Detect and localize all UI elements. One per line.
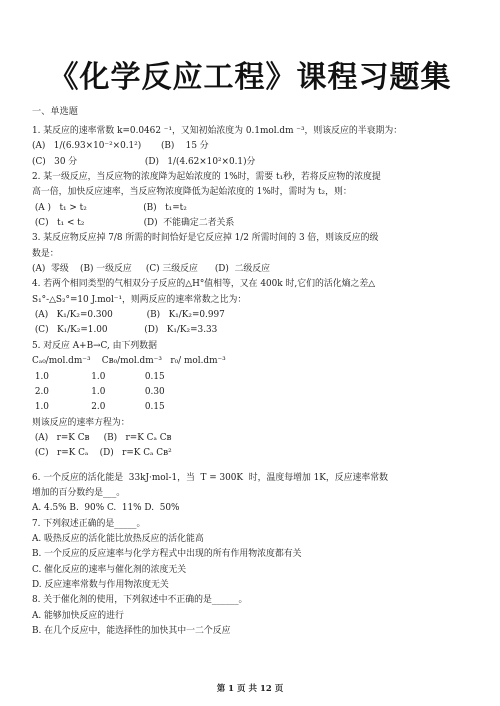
- questions-6-8: [32, 471, 474, 640]
- document-title: 《化学反应工程》课程习题集: [48, 60, 452, 95]
- text-line: 8. 关于催化剂的使用，下列叙述中不正确的是______。: [32, 595, 248, 606]
- text-line: S₁°-△S₂°=10 J.mol⁻¹，则两反应的速率常数之比为：: [32, 294, 247, 305]
- text-line: 2.0 1.0 0.30: [32, 386, 165, 397]
- text-line: (A) K₁/K₂=0.300 (B) K₁/K₂=0.997: [32, 310, 225, 321]
- text-line: A. 4.5% B. 90% C. 11% D. 50%: [32, 503, 180, 514]
- text-line: Cₐ₀/mol.dm⁻³ Cʙ₀/mol.dm⁻³ r₀/ mol.dm⁻³: [32, 356, 226, 367]
- question-list: [32, 124, 474, 639]
- text-line: (A) 1/(6.93×10⁻²×0.1²) (B) 15 分: [32, 141, 209, 152]
- text-line: B. 在几个反应中，能选择性的加快其中一二个反应: [32, 626, 231, 636]
- text-line: C. 催化反应的速率与催化剂的浓度无关: [32, 564, 187, 575]
- text-line: 1. 某反应的速率常数 k=0.0462 ⁻¹，又知初始浓度为 0.1mol.dm ⁻³，则该反应的半衰期为：: [32, 126, 403, 136]
- text-line: (A ) t₁ > t₂ (B) t₁=t₂: [32, 202, 187, 213]
- text-line: (C) r=K Cₐ (D) r=K Cₐ Cʙ²: [32, 448, 172, 459]
- text-line: (A) r=K Cʙ (B) r=K Cₐ Cʙ: [32, 432, 172, 443]
- text-line: 5. 对反应 A+B→C, 由下列数据: [32, 340, 158, 351]
- text-line: 高一倍，加快反应速率，当反应物浓度降低为起始浓度的 1%时，需时为 t₂，则：: [32, 187, 352, 198]
- text-line: 3. 某反应物反应掉 7/8 所需的时间恰好是它反应掉 1/2 所需时间的 3 倍，则该反应的级: [32, 233, 379, 244]
- text-line: (C) K₁/K₂=1.00 (D) K₁/K₂=3.33: [32, 325, 218, 336]
- text-line: 增加的百分数约是___。: [32, 487, 126, 498]
- text-line: A. 能够加快反应的进行: [32, 610, 124, 621]
- text-line: 2. 某一级反应，当反应物的浓度降为起始浓度的 1%时，需要 t₁秒，若将反应物的浓度提: [32, 172, 381, 183]
- text-line: D. 反应速率常数与作用物浓度无关: [32, 579, 169, 590]
- text-line: 4. 若两个相同类型的气相双分子反应的△H°值相等，又在 400k 时,它们的活化熵之差△: [32, 279, 376, 290]
- text-line: B. 一个反应的反应速率与化学方程式中出现的所有作用物浓度都有关: [32, 549, 302, 560]
- text-line: 则该反应的速率方程为：: [32, 417, 130, 428]
- text-line: 6. 一个反应的活化能是 33kJ·mol-1，当 T = 300K 时，温度每增加 1K，反应速率常数: [32, 472, 389, 483]
- text-line: (A) 零级 (B) 一级反应 (C) 三级反应 (D) 二级反应: [32, 264, 271, 275]
- text-line: (C) 30 分 (D) 1/(4.62×10²×0.1)分: [32, 156, 256, 167]
- text-line: 1.0 1.0 0.15: [32, 371, 165, 382]
- text-line: A. 吸热反应的活化能比放热反应的活化能高: [32, 533, 204, 544]
- text-line: 数是：: [32, 248, 59, 259]
- questions-1-5: [32, 124, 474, 462]
- text-line: (C) t₁ < t₂ (D) 不能确定二者关系: [32, 218, 235, 229]
- text-line: 7. 下列叙述正确的是_____。: [32, 518, 146, 529]
- section-heading: 一、单选题: [32, 106, 78, 117]
- text-line: 1.0 2.0 0.15: [32, 402, 165, 413]
- paragraph-gap: [32, 462, 474, 471]
- page-footer: 第 1 页 共 12 页: [216, 684, 284, 694]
